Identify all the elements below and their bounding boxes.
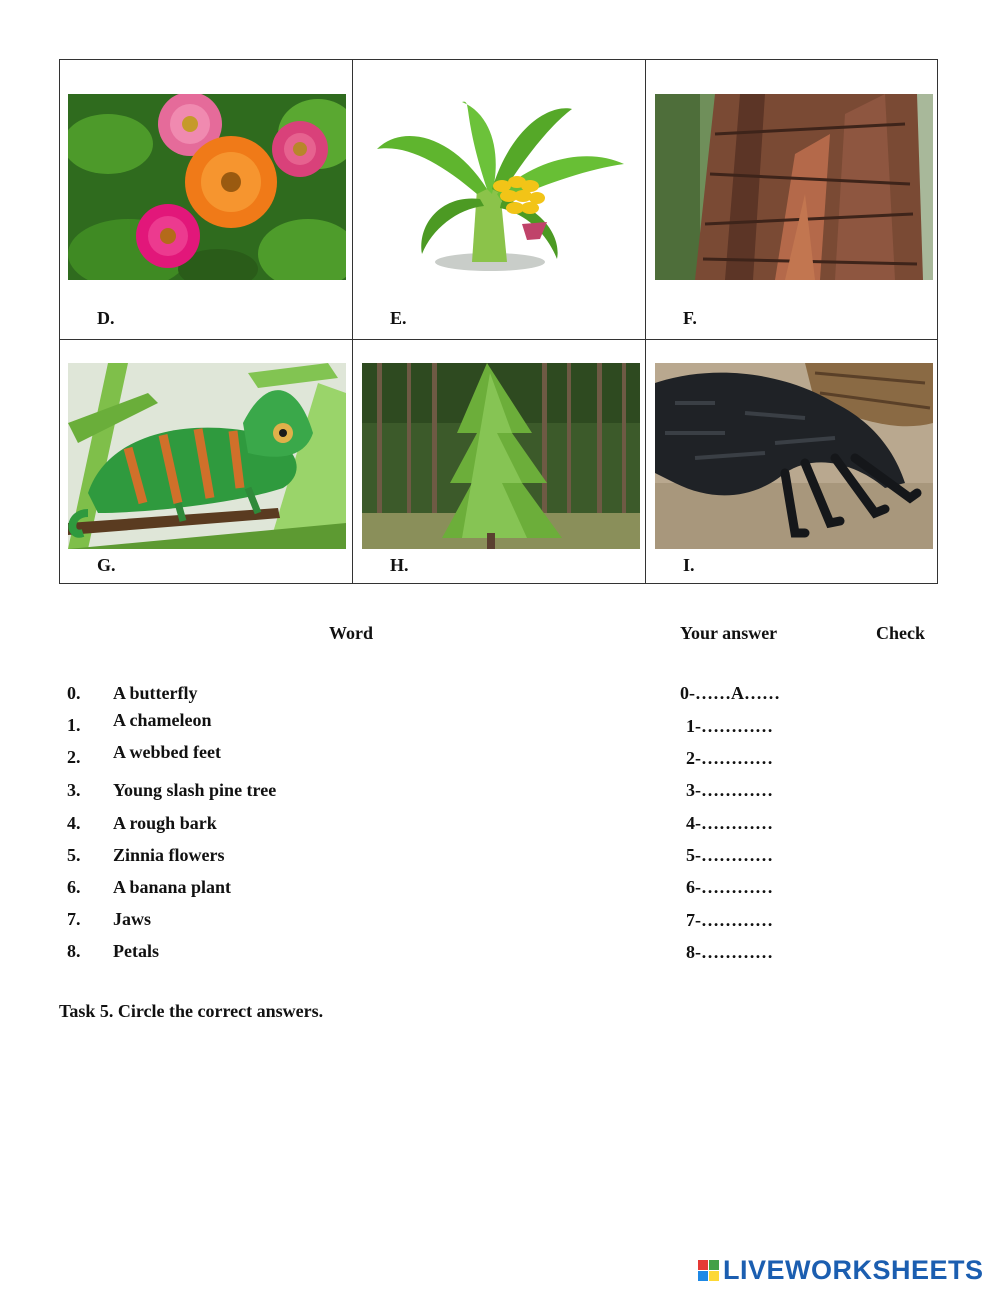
grid-divider <box>60 339 937 340</box>
rough-bark-image <box>655 94 933 280</box>
row-number: 2. <box>67 747 81 767</box>
row-word: Jaws <box>113 909 152 929</box>
answer-field[interactable]: 8-………… <box>686 942 773 962</box>
row-word: A chameleon <box>113 710 212 730</box>
picture-label-f: F. <box>683 308 697 328</box>
webbed-feet-image <box>655 363 933 549</box>
picture-label-e: E. <box>390 308 407 328</box>
row-word: A butterfly <box>113 683 198 703</box>
task-5-heading: Task 5. Circle the correct answers. <box>59 1001 324 1021</box>
row-number: 5. <box>67 845 81 865</box>
chameleon-image <box>68 363 346 549</box>
grid-divider <box>352 60 353 583</box>
logo-block <box>698 1271 708 1281</box>
row-number: 7. <box>67 909 81 929</box>
row-number: 8. <box>67 941 81 961</box>
answer-field[interactable]: 3-………… <box>686 780 773 800</box>
logo-text: LIVEWORKSHEETS <box>723 1254 984 1285</box>
answer-field[interactable]: 4-………… <box>686 813 773 833</box>
answer-field[interactable]: 5-………… <box>686 845 773 865</box>
header-your-answer: Your answer <box>680 623 778 643</box>
row-number: 0. <box>67 683 81 703</box>
row-number: 3. <box>67 780 81 800</box>
header-word: Word <box>329 623 374 643</box>
row-word: A rough bark <box>113 813 217 833</box>
row-number: 1. <box>67 715 81 735</box>
answer-field[interactable]: 6-………… <box>686 877 773 897</box>
logo-block <box>709 1271 719 1281</box>
row-word: Petals <box>113 941 159 961</box>
row-word: Young slash pine tree <box>113 780 277 800</box>
logo-blocks-icon <box>698 1260 719 1281</box>
answer-field[interactable]: 7-………… <box>686 910 773 930</box>
young-slash-pine-tree-image <box>362 363 640 549</box>
answer-field[interactable]: 0-……A…… <box>680 683 780 703</box>
picture-label-i: I. <box>683 555 695 575</box>
picture-label-d: D. <box>97 308 115 328</box>
picture-label-g: G. <box>97 555 116 575</box>
banana-plant-image <box>362 94 640 280</box>
answer-field[interactable]: 2-………… <box>686 748 773 768</box>
header-check: Check <box>876 623 925 643</box>
logo-block <box>709 1260 719 1270</box>
row-word: A webbed feet <box>113 742 221 762</box>
picture-grid <box>59 59 938 584</box>
answer-field[interactable]: 1-………… <box>686 716 773 736</box>
row-word: Zinnia flowers <box>113 845 225 865</box>
logo-block <box>698 1260 708 1270</box>
row-word: A banana plant <box>113 877 232 897</box>
row-number: 4. <box>67 813 81 833</box>
picture-label-h: H. <box>390 555 409 575</box>
liveworksheets-logo <box>698 1255 984 1285</box>
row-number: 6. <box>67 877 81 897</box>
zinnia-flowers-image <box>68 94 346 280</box>
grid-divider <box>645 60 646 583</box>
